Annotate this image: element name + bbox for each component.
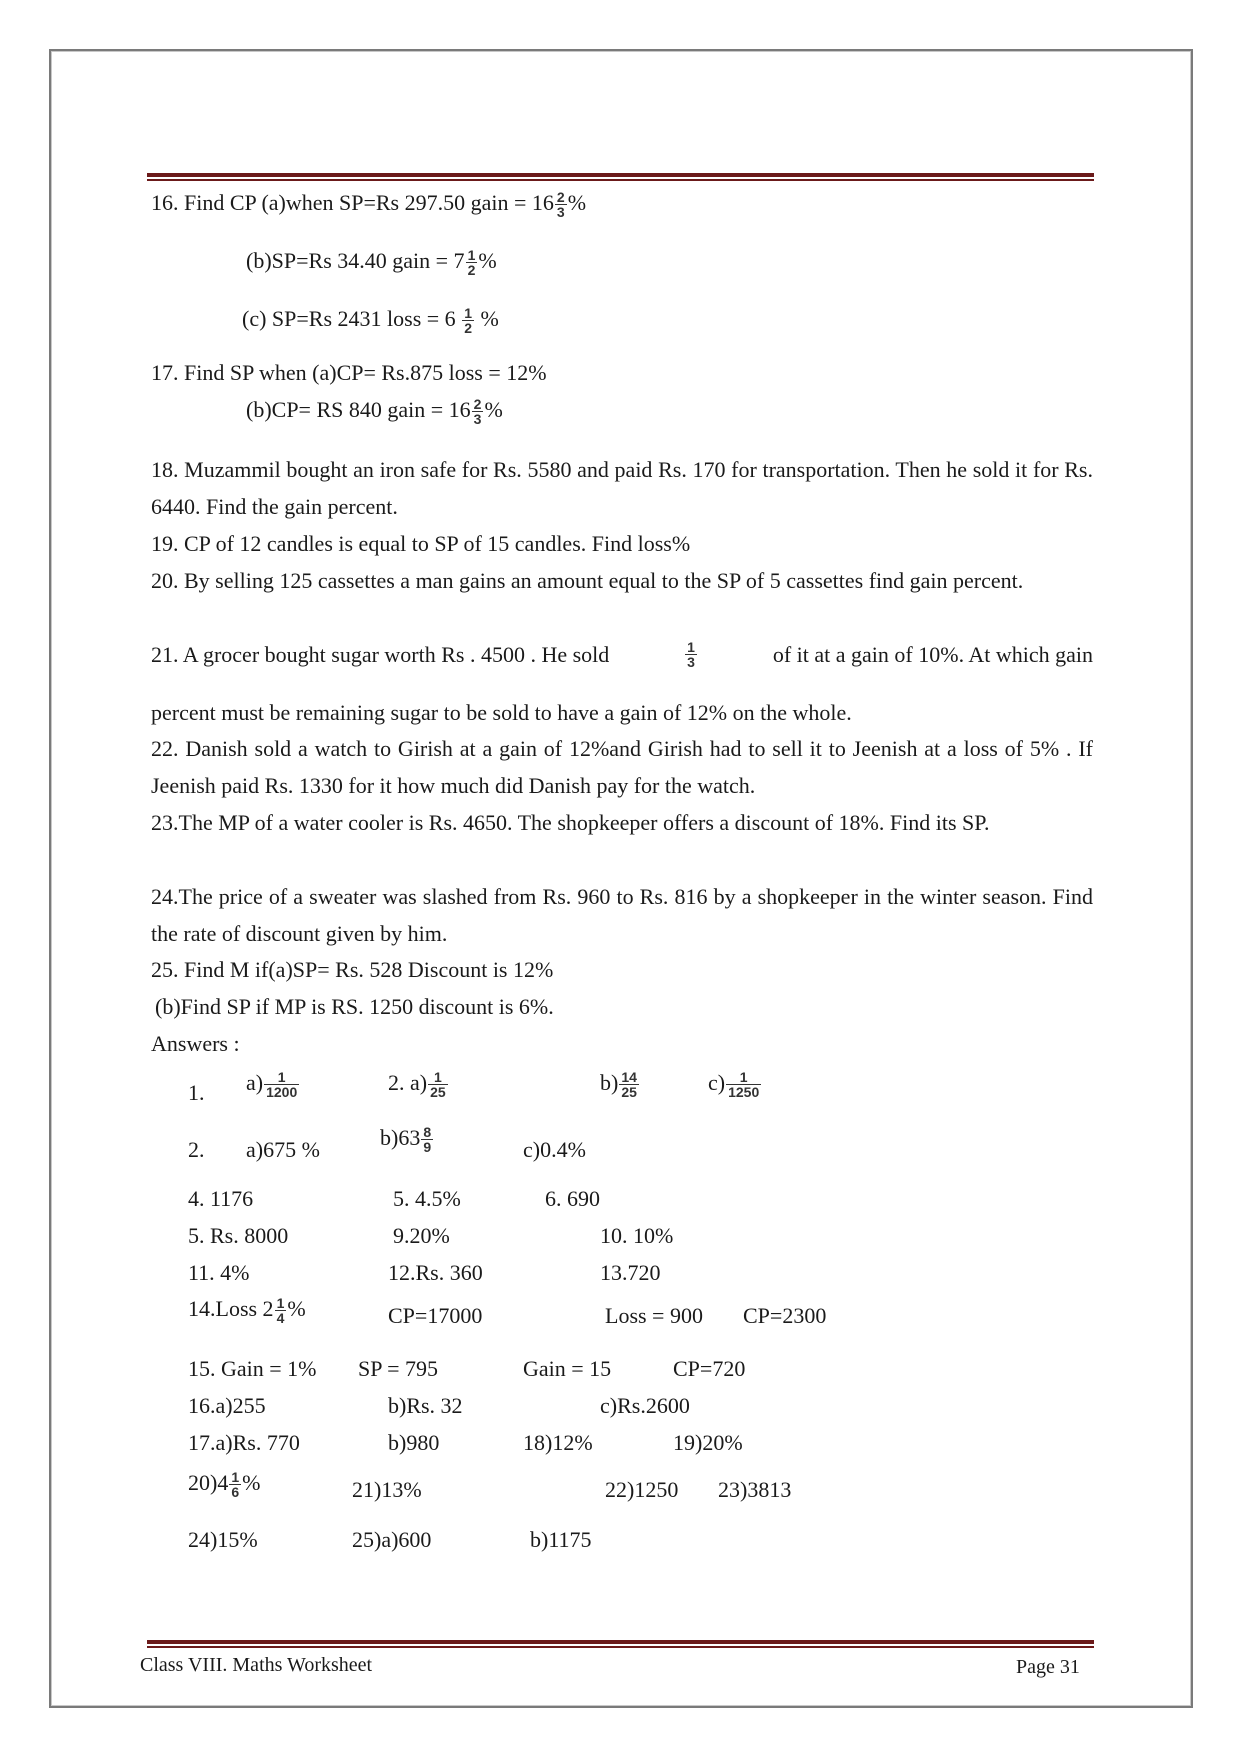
fraction — [726, 1070, 761, 1099]
question-text: (b)CP= RS 840 gain = 16 — [246, 397, 471, 422]
answer-cell: 25)a)600 — [352, 1527, 432, 1552]
answer-text: 2. a) — [388, 1070, 428, 1095]
answer-cell: 17.a)Rs. 770 — [188, 1430, 300, 1455]
question-text: % — [478, 248, 497, 273]
answer-cell: 23)3813 — [718, 1477, 792, 1502]
question-16b — [246, 248, 497, 277]
answer-text: % — [287, 1296, 306, 1321]
fraction — [428, 1070, 448, 1099]
answer-cell: 5. Rs. 8000 — [188, 1223, 289, 1248]
answer-cell: 22)1250 — [605, 1477, 679, 1502]
answer-2b — [600, 1070, 640, 1099]
question-25b: (b)Find SP if MP is RS. 1250 discount is 6%. — [155, 994, 554, 1019]
question-16c — [242, 306, 499, 335]
fraction-denominator: 9 — [423, 1139, 432, 1156]
answer-cell: CP=2300 — [743, 1303, 827, 1328]
fraction-numerator: 2 — [473, 396, 482, 413]
answer-cell: 9.20% — [393, 1223, 450, 1248]
question-17b — [246, 397, 503, 426]
fraction-numerator: 1 — [687, 639, 695, 655]
fraction-numerator: 1 — [467, 247, 476, 264]
question-text: (b)SP=Rs 34.40 gain = 7 — [246, 248, 465, 273]
question-21-line1 — [151, 640, 1093, 669]
fraction-numerator: 1 — [277, 1069, 286, 1086]
answer-cell: 4. 1176 — [188, 1186, 254, 1211]
answer-text: a) — [246, 1070, 264, 1095]
answer-cell: 21)13% — [352, 1477, 422, 1502]
answer-text: b)63 — [380, 1125, 421, 1150]
fraction — [466, 248, 478, 277]
question-19: 19. CP of 12 candles is equal to SP of 15 candles. Find loss% — [151, 531, 691, 556]
question-24: 24.The price of a sweater was slashed from Rs. 960 to Rs. 816 by a shopkeeper in the winter season. Find the rate of discount given by him. — [151, 884, 1093, 946]
answer-3b — [380, 1125, 434, 1154]
answer-cell: Loss = 900 — [605, 1303, 703, 1328]
answer-text: % — [242, 1470, 261, 1495]
fraction-denominator: 1250 — [728, 1084, 760, 1101]
fraction — [462, 306, 474, 335]
fraction-denominator: 25 — [430, 1084, 446, 1101]
answer-text: b) — [600, 1070, 619, 1095]
question-22: 22. Danish sold a watch to Girish at a gain of 12%and Girish had to sell it to Jeenish at a loss of 5% . If Jeenish paid Rs. 1330 for it how much did Danish pay for the watch. — [151, 736, 1093, 798]
fraction-numerator: 1 — [231, 1469, 240, 1486]
question-18: 18. Muzammil bought an iron safe for Rs. 5580 and paid Rs. 170 for transportation. Then he sold it for Rs. 6440. Find the gain percent. — [151, 457, 1093, 519]
answer-cell: 15. Gain = 1% — [188, 1356, 317, 1381]
answer-cell: 16.a)255 — [188, 1393, 266, 1418]
question-21-line2: percent must be remaining sugar to be sold to have a gain of 12% on the whole. — [151, 700, 852, 725]
answer-cell: CP=720 — [673, 1356, 746, 1381]
fraction — [555, 190, 567, 219]
answer-cell: 12.Rs. 360 — [388, 1260, 483, 1285]
question-text: (c) SP=Rs 2431 loss = 6 — [242, 306, 456, 331]
header-rule — [147, 173, 1094, 181]
answer-cell: b)Rs. 32 — [388, 1393, 463, 1418]
fraction-numerator: 2 — [556, 189, 565, 206]
question-text: % — [567, 190, 587, 215]
fraction-denominator: 4 — [276, 1310, 285, 1327]
fraction — [229, 1470, 241, 1499]
answer-3a: a)675 % — [246, 1137, 320, 1162]
answer-cell: b)1175 — [530, 1527, 592, 1552]
page-number: Page 31 — [1016, 1656, 1080, 1678]
answer-14 — [188, 1296, 306, 1325]
answer-cell: 13.720 — [600, 1260, 661, 1285]
footer-title: Class VIII. Maths Worksheet — [140, 1654, 373, 1676]
answers-heading: Answers : — [151, 1031, 240, 1056]
answer-cell: Gain = 15 — [523, 1356, 612, 1381]
fraction-numerator: 1 — [464, 305, 472, 322]
answer-cell: 10. 10% — [600, 1223, 674, 1248]
fraction-numerator: 1 — [739, 1069, 748, 1086]
fraction-numerator: 1 — [433, 1069, 442, 1086]
question-text: % — [480, 306, 499, 331]
answer-cell: 18)12% — [523, 1430, 593, 1455]
answer-cell: 5. 4.5% — [393, 1186, 461, 1211]
fraction — [472, 397, 484, 426]
fraction-numerator: 14 — [621, 1069, 637, 1086]
fraction-denominator: 6 — [231, 1484, 240, 1501]
question-20: 20. By selling 125 cassettes a man gains an amount equal to the SP of 5 cassettes find gain percent. — [151, 568, 1024, 593]
fraction-denominator: 2 — [464, 320, 472, 337]
answer-text: 14.Loss 2 — [188, 1296, 274, 1321]
fraction — [275, 1296, 287, 1325]
answer-cell: b)980 — [388, 1430, 440, 1455]
fraction-denominator: 2 — [467, 262, 476, 279]
question-17a: 17. Find SP when (a)CP= Rs.875 loss = 12% — [151, 360, 547, 385]
fraction-numerator: 1 — [276, 1295, 285, 1312]
question-16a — [151, 190, 586, 219]
answer-20 — [188, 1470, 260, 1499]
fraction — [264, 1070, 299, 1099]
answer-cell: 6. 690 — [545, 1186, 600, 1211]
fraction-denominator: 3 — [687, 654, 695, 670]
question-text: % — [484, 397, 503, 422]
fraction-denominator: 25 — [621, 1084, 637, 1101]
fraction — [421, 1125, 433, 1154]
fraction-denominator: 3 — [473, 411, 482, 428]
answer-row-1-number: 1. — [188, 1080, 205, 1105]
footer-rule — [147, 1640, 1094, 1648]
question-text: of it at a gain of 10%. At which gain — [772, 641, 1093, 667]
answer-row-2-number: 2. — [188, 1137, 205, 1162]
question-23: 23.The MP of a water cooler is Rs. 4650. The shopkeeper offers a discount of 18%. Find its SP. — [151, 810, 990, 835]
question-text: 21. A grocer bought sugar worth Rs . 4500 . He sold — [151, 641, 610, 667]
answer-3c: c)0.4% — [523, 1137, 586, 1162]
fraction — [685, 640, 697, 669]
answer-cell: 11. 4% — [188, 1260, 250, 1285]
fraction-numerator: 8 — [423, 1124, 432, 1141]
answer-cell: CP=17000 — [388, 1303, 483, 1328]
fraction-denominator: 3 — [556, 204, 565, 221]
answer-text: c) — [708, 1070, 726, 1095]
fraction-denominator: 1200 — [266, 1084, 298, 1101]
fraction — [619, 1070, 639, 1099]
question-text: 16. Find CP (a)when SP=Rs 297.50 gain = 16 — [151, 190, 554, 215]
answer-cell: 24)15% — [188, 1527, 258, 1552]
answer-2a — [388, 1070, 449, 1099]
answer-1a — [246, 1070, 300, 1099]
answer-cell: c)Rs.2600 — [600, 1393, 690, 1418]
answer-cell: SP = 795 — [358, 1356, 439, 1381]
answer-cell: 19)20% — [673, 1430, 743, 1455]
question-25a: 25. Find M if(a)SP= Rs. 528 Discount is 12% — [151, 957, 554, 982]
answer-text: 20)4 — [188, 1470, 229, 1495]
answer-2c — [708, 1070, 762, 1099]
